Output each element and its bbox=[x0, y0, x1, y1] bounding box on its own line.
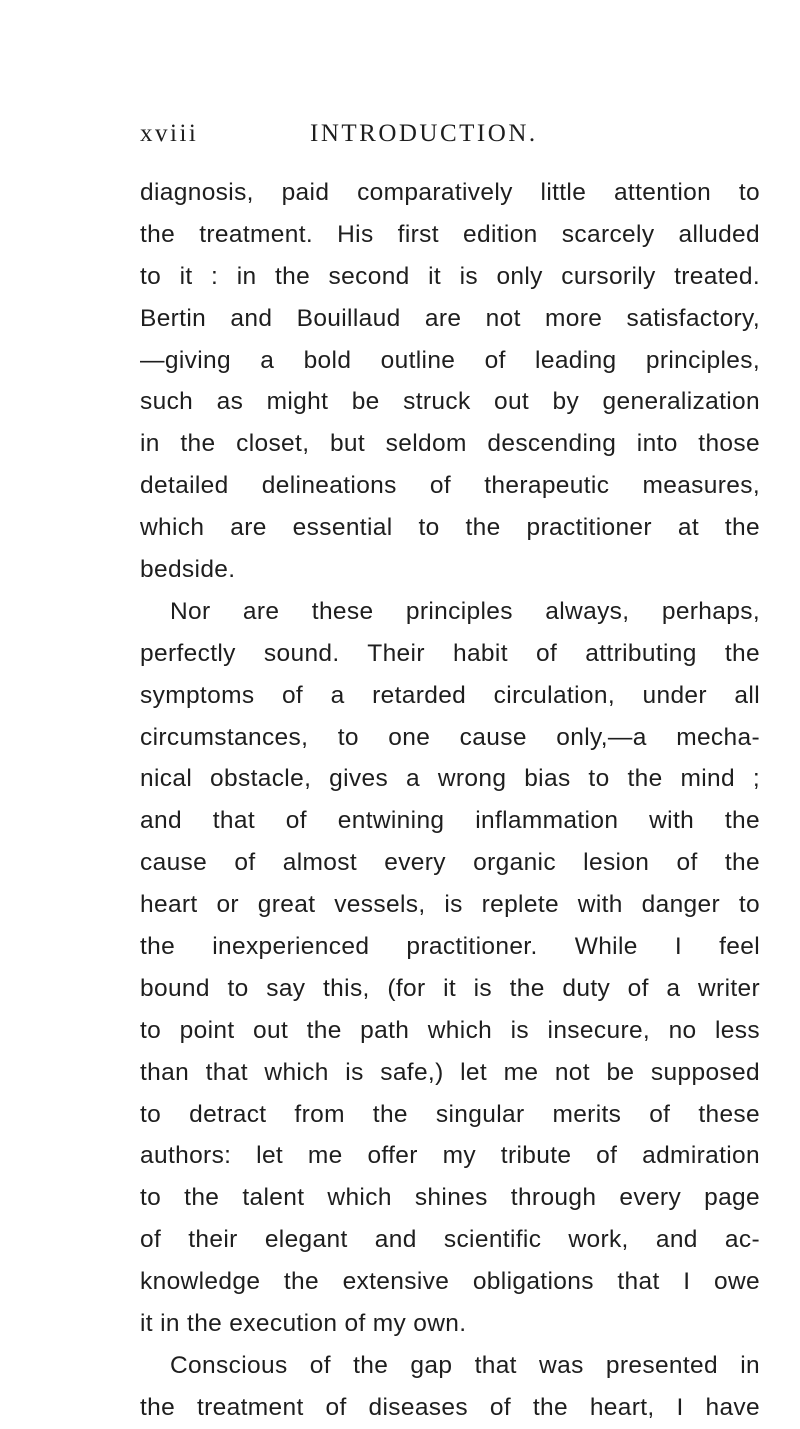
text-line: and that of entwining inflammation with the bbox=[140, 807, 760, 835]
text-line: to point out the path which is insecure, no less bbox=[140, 1016, 760, 1044]
text-line: the inexperienced practitioner. While I feel bbox=[140, 933, 760, 961]
text-line: detailed delineations of therapeutic measures, bbox=[140, 472, 760, 500]
text-line: knowledge the extensive obligations that I owe bbox=[140, 1268, 760, 1296]
text-line: perfectly sound. Their habit of attributing the bbox=[140, 639, 760, 667]
text-line: such as might be struck out by generalization bbox=[140, 388, 760, 416]
text-line: it in the execution of my own. bbox=[140, 1310, 467, 1338]
text-line: Conscious of the gap that was presented in bbox=[170, 1351, 760, 1379]
text-line: bedside. bbox=[140, 556, 236, 584]
text-line: of their elegant and scientific work, and ac- bbox=[140, 1226, 760, 1254]
running-head-title: INTRODUCTION. bbox=[310, 120, 538, 147]
body-text bbox=[140, 172, 760, 1429]
text-line: to it : in the second it is only cursorily treated. bbox=[140, 262, 760, 290]
text-line: cause of almost every organic lesion of the bbox=[140, 849, 760, 877]
text-line: heart or great vessels, is replete with danger to bbox=[140, 891, 760, 919]
text-line: circumstances, to one cause only,—a mecha- bbox=[140, 723, 760, 751]
text-line: nical obstacle, gives a wrong bias to the mind ; bbox=[140, 765, 760, 793]
text-line: to detract from the singular merits of these bbox=[140, 1100, 760, 1128]
page-number: xviii bbox=[140, 120, 199, 147]
text-line: —giving a bold outline of leading principles, bbox=[140, 346, 760, 374]
text-line: the treatment. His first edition scarcely alluded bbox=[140, 220, 760, 248]
running-head bbox=[140, 120, 740, 150]
text-line: in the closet, but seldom descending into those bbox=[140, 430, 760, 458]
text-line: to the talent which shines through every page bbox=[140, 1184, 760, 1212]
text-line: symptoms of a retarded circulation, under all bbox=[140, 681, 760, 709]
text-line: bound to say this, (for it is the duty of a writer bbox=[140, 974, 760, 1002]
text-line: the treatment of diseases of the heart, I have bbox=[140, 1393, 760, 1421]
text-line: Nor are these principles always, perhaps, bbox=[170, 597, 760, 625]
text-line: diagnosis, paid comparatively little attention to bbox=[140, 179, 760, 206]
text-line: which are essential to the practitioner at the bbox=[140, 514, 760, 542]
text-line: Bertin and Bouillaud are not more satisfactory, bbox=[140, 304, 760, 332]
text-line: authors: let me offer my tribute of admiration bbox=[140, 1142, 760, 1170]
text-line: than that which is safe,) let me not be supposed bbox=[140, 1058, 760, 1086]
